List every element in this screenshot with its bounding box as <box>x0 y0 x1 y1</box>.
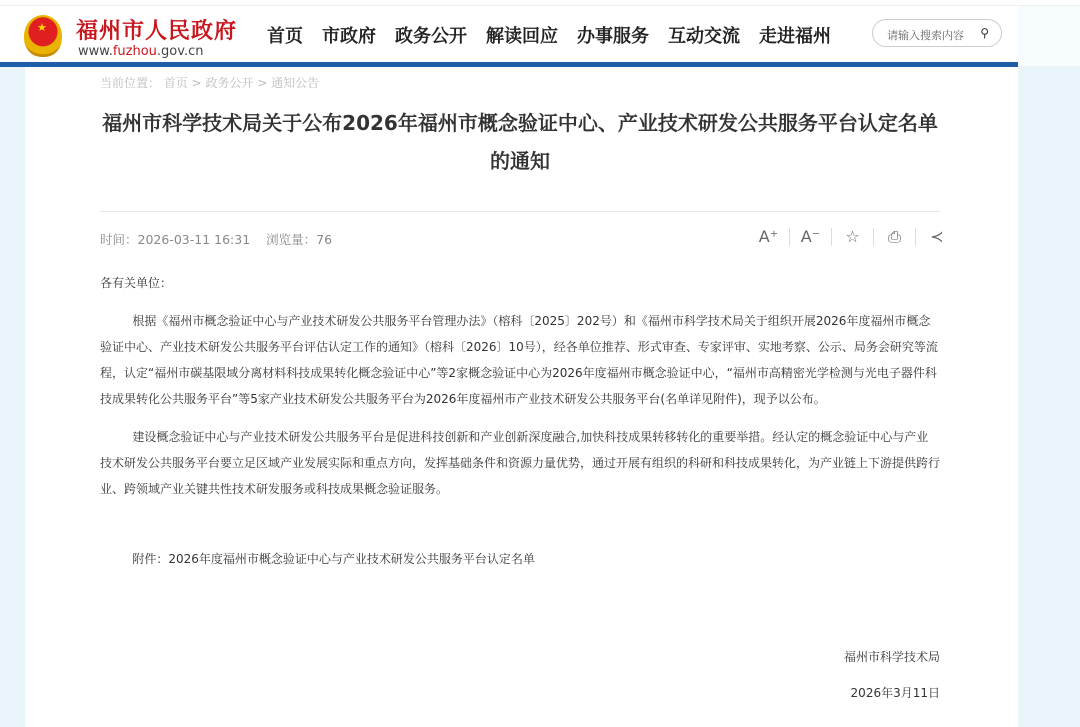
search-input[interactable]: 请输入搜索内容 ⚲ <box>872 19 1002 47</box>
search-icon[interactable]: ⚲ <box>980 26 989 40</box>
site-header <box>0 6 1018 62</box>
nav-interaction[interactable]: 互动交流 <box>668 26 740 47</box>
paragraph-2: 建设概念验证中心与产业技术研发公共服务平台是促进科技创新和产业创新深度融合,加快科技成果转移转化的重要举措。经认定的概念验证中心与产业技术研发公共服务平台要立足区域产业发展实际和重点方向，发挥基础条件和资源力量优势，通过开展有组织的科研和科技成果转化，为产业链上下游提供跨行业、跨领域产业关键共性技术研发服务或科技成果概念验证服务。 <box>100 430 941 496</box>
attachment-link[interactable]: 附件：2026年度福州市概念验证中心与产业技术研发公共服务平台认定名单 <box>132 552 535 566</box>
view-count: 浏览量：76 <box>266 232 333 247</box>
issuer: 福州市科学技术局 <box>843 650 940 664</box>
article-tools <box>748 228 958 246</box>
publish-time: 时间：2026-03-11 16:31 <box>100 232 251 247</box>
site-logo-name[interactable]: 福州市人民政府 <box>76 18 238 44</box>
site-url: www.fuzhou.gov.cn <box>78 44 204 59</box>
font-decrease-icon[interactable]: A⁻ <box>790 228 832 246</box>
article-meta <box>100 230 344 248</box>
share-icon[interactable]: ≺ <box>930 227 944 246</box>
breadcrumb[interactable]: 当前位置： 首页 > 政务公开 > 通知公告 <box>100 76 320 90</box>
nav-services[interactable]: 办事服务 <box>577 26 649 47</box>
salutation: 各有关单位： <box>100 276 173 290</box>
national-emblem-icon: ★ <box>24 15 62 57</box>
title-divider <box>100 211 940 212</box>
favorite-star-icon[interactable]: ☆ <box>832 228 874 246</box>
main-nav <box>267 22 831 48</box>
nav-public-affairs[interactable]: 政务公开 <box>395 26 467 47</box>
print-icon[interactable]: ⎙ <box>874 228 916 246</box>
issue-date: 2026年3月11日 <box>850 686 940 700</box>
nav-interpretation[interactable]: 解读回应 <box>486 26 558 47</box>
page-margin <box>1018 6 1080 66</box>
article-body <box>100 270 940 572</box>
font-increase-icon[interactable]: A⁺ <box>748 228 790 246</box>
article-title: 福州市科学技术局关于公布2026年福州市概念验证中心、产业技术研发公共服务平台认定名单的通知 <box>102 111 938 173</box>
nav-home[interactable]: 首页 <box>267 26 303 47</box>
nav-government[interactable]: 市政府 <box>322 26 376 47</box>
paragraph-1: 根据《福州市概念验证中心与产业技术研发公共服务平台管理办法》（榕科〔2025〕202号）和《福州市科学技术局关于组织开展2026年度福州市概念验证中心、产业技术研发公共服务平台评估认定工作的通知》（榕科〔2026〕10号），经各单位推荐、形式审查、专家评审、实地考察、公示、局务会研究等流程，认定“福州市碳基限域分离材料科技成果转化概念验证中心”等2家概念验证中心为2026年度福州市概念验证中心，“福州市高精密光学检测与光电子器件科技成果转化公共服务平台”等5家产业技术研发公共服务平台为2026年度福州市产业技术研发公共服务平台(名单详见附件)，现予以公布。 <box>100 314 938 406</box>
nav-about-fuzhou[interactable]: 走进福州 <box>759 26 831 47</box>
